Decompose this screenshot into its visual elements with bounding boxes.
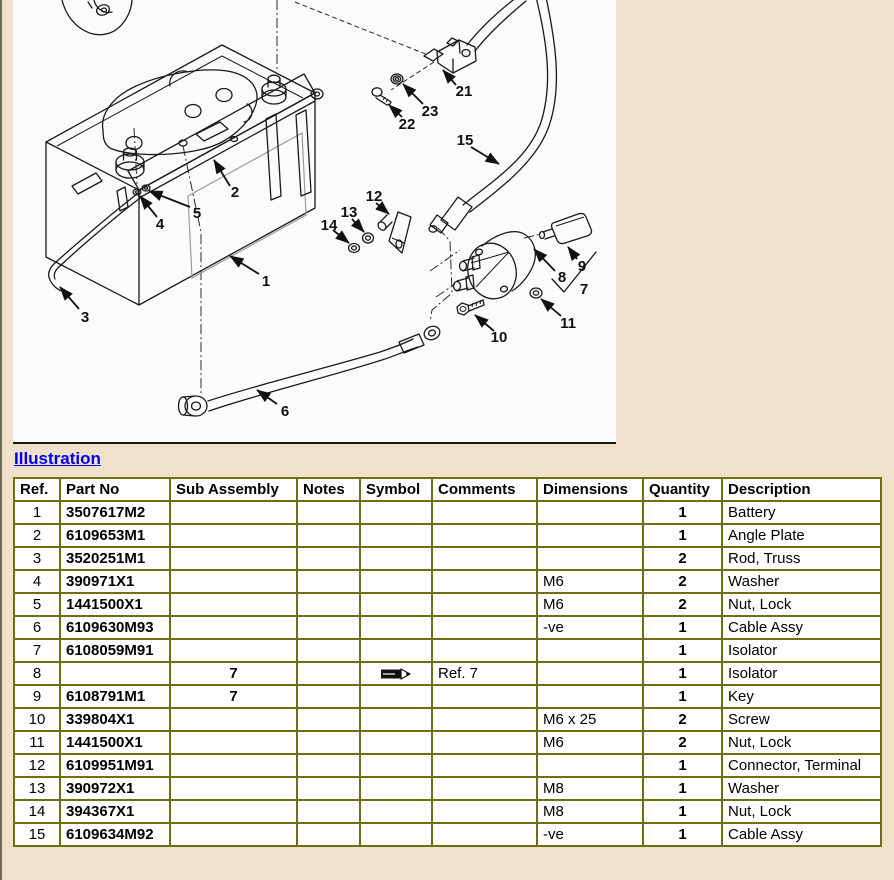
callout-9: 9 [577,258,587,275]
technical-diagram [13,0,616,442]
cell-quantity: 1 [643,616,722,639]
parts-table [13,477,882,847]
cell-notes [297,823,360,846]
cell-ref: 11 [14,731,60,754]
cell-quantity: 2 [643,708,722,731]
cell-notes [297,662,360,685]
callout-2: 2 [230,184,240,201]
cell-part-no: 3520251M1 [60,547,170,570]
cell-sub-assembly [170,800,297,823]
page-left-border [0,0,2,880]
cell-quantity: 1 [643,501,722,524]
table-row [14,708,881,731]
table-row [14,754,881,777]
cell-quantity: 1 [643,754,722,777]
table-row [14,547,881,570]
callout-7: 7 [579,281,589,298]
cell-ref: 9 [14,685,60,708]
cell-comments [432,524,537,547]
cell-ref: 4 [14,570,60,593]
cell-dimensions: -ve [537,823,643,846]
cell-quantity: 2 [643,570,722,593]
callout-11: 11 [560,315,576,332]
cell-symbol [360,662,432,685]
callout-1: 1 [261,273,271,290]
nut-14-drawing [349,244,360,253]
cell-ref: 15 [14,823,60,846]
cell-quantity: 1 [643,685,722,708]
cell-notes [297,616,360,639]
cable-15-drawing [429,0,556,233]
cell-dimensions: M6 [537,731,643,754]
cell-ref: 7 [14,639,60,662]
cell-symbol [360,616,432,639]
header-part-no: Part No [60,478,170,501]
header-description: Description [722,478,881,501]
cell-description: Screw [722,708,881,731]
cell-symbol [360,731,432,754]
key-drawing [540,213,592,243]
cell-notes [297,524,360,547]
table-row [14,639,881,662]
cell-symbol [360,501,432,524]
cell-comments [432,708,537,731]
cell-part-no: 6108791M1 [60,685,170,708]
cell-description: Isolator [722,639,881,662]
cell-ref: 3 [14,547,60,570]
cell-comments [432,800,537,823]
cell-notes [297,708,360,731]
callout-labels [81,83,588,420]
cell-ref: 8 [14,662,60,685]
cell-quantity: 1 [643,662,722,685]
cell-part-no: 394367X1 [60,800,170,823]
cell-sub-assembly [170,823,297,846]
cell-symbol [360,570,432,593]
cell-ref: 6 [14,616,60,639]
cell-comments: Ref. 7 [432,662,537,685]
cell-symbol [360,708,432,731]
cell-comments [432,616,537,639]
cable-6-drawing [179,324,442,416]
cell-notes [297,501,360,524]
cell-ref: 14 [14,800,60,823]
cell-dimensions [537,685,643,708]
cell-description: Angle Plate [722,524,881,547]
callout-23: 23 [421,103,439,120]
cell-notes [297,731,360,754]
cell-dimensions [537,754,643,777]
callout-14: 14 [320,217,338,234]
cell-comments [432,777,537,800]
callout-6: 6 [280,403,290,420]
cell-ref: 5 [14,593,60,616]
cell-notes [297,593,360,616]
header-notes: Notes [297,478,360,501]
cell-quantity: 1 [643,777,722,800]
cell-part-no: 6109634M92 [60,823,170,846]
cell-description: Cable Assy [722,823,881,846]
callout-3: 3 [80,309,90,326]
cell-symbol [360,823,432,846]
cell-part-no: 6108059M91 [60,639,170,662]
cell-sub-assembly [170,547,297,570]
cell-dimensions [537,547,643,570]
isolator-drawing [454,232,536,304]
cell-sub-assembly [170,501,297,524]
table-row [14,685,881,708]
cell-quantity: 2 [643,547,722,570]
cell-sub-assembly [170,777,297,800]
cell-quantity: 1 [643,639,722,662]
cell-ref: 10 [14,708,60,731]
cell-part-no: 6109653M1 [60,524,170,547]
cell-dimensions: M6 x 25 [537,708,643,731]
screw-10-drawing [457,300,484,315]
truss-rod-drawing [49,194,140,291]
cell-dimensions [537,639,643,662]
cell-comments [432,501,537,524]
table-row [14,501,881,524]
header-dimensions: Dimensions [537,478,643,501]
cell-part-no: 390972X1 [60,777,170,800]
callout-8: 8 [557,269,567,286]
pencil-symbol-icon [381,668,411,680]
cell-part-no: 1441500X1 [60,593,170,616]
table-row [14,777,881,800]
cell-comments [432,639,537,662]
cell-symbol [360,639,432,662]
cell-part-no [60,662,170,685]
cell-comments [432,823,537,846]
table-row [14,616,881,639]
cell-comments [432,593,537,616]
cell-quantity: 1 [643,524,722,547]
table-row [14,593,881,616]
cell-dimensions: M8 [537,800,643,823]
cell-quantity: 2 [643,731,722,754]
cell-dimensions [537,524,643,547]
cell-description: Nut, Lock [722,800,881,823]
cell-description: Nut, Lock [722,731,881,754]
cell-notes [297,800,360,823]
cell-notes [297,777,360,800]
table-row [14,524,881,547]
cell-symbol [360,547,432,570]
cell-description: Washer [722,777,881,800]
callout-13: 13 [340,204,358,221]
callout-12: 12 [365,188,383,205]
cell-sub-assembly [170,708,297,731]
cell-part-no: 3507617M2 [60,501,170,524]
cell-sub-assembly [170,593,297,616]
table-row [14,570,881,593]
cell-quantity: 2 [643,593,722,616]
cell-comments [432,731,537,754]
cell-sub-assembly [170,754,297,777]
cell-sub-assembly [170,570,297,593]
callout-22: 22 [398,116,416,133]
table-row [14,823,881,846]
table-row [14,800,881,823]
callout-5: 5 [192,205,202,222]
cell-sub-assembly [170,524,297,547]
cell-symbol [360,800,432,823]
cell-quantity: 1 [643,800,722,823]
cell-notes [297,685,360,708]
header-sub-assembly: Sub Assembly [170,478,297,501]
cell-sub-assembly [170,616,297,639]
header-comments: Comments [432,478,537,501]
screw-22-drawing [372,88,391,105]
cell-ref: 13 [14,777,60,800]
connector-terminal-drawing [376,212,411,253]
cell-notes [297,570,360,593]
cell-notes [297,754,360,777]
cell-comments [432,547,537,570]
cell-part-no: 390971X1 [60,570,170,593]
cell-comments [432,685,537,708]
cell-symbol [360,777,432,800]
callout-21: 21 [455,83,473,100]
cell-symbol [360,593,432,616]
illustration-link[interactable]: Illustration [14,449,101,468]
cell-dimensions: M6 [537,593,643,616]
cell-dimensions [537,501,643,524]
cell-symbol [360,524,432,547]
cell-sub-assembly [170,731,297,754]
cell-description: Nut, Lock [722,593,881,616]
cell-part-no: 339804X1 [60,708,170,731]
cell-dimensions: M8 [537,777,643,800]
cell-part-no: 1441500X1 [60,731,170,754]
cell-ref: 12 [14,754,60,777]
cell-dimensions: M6 [537,570,643,593]
cell-dimensions [537,662,643,685]
cell-symbol [360,685,432,708]
washer-23-drawing [391,74,403,84]
callout-15: 15 [456,132,474,149]
cell-ref: 1 [14,501,60,524]
cell-comments [432,754,537,777]
cell-sub-assembly: 7 [170,685,297,708]
cell-notes [297,639,360,662]
cell-description: Battery [722,501,881,524]
cell-symbol [360,754,432,777]
header-quantity: Quantity [643,478,722,501]
callout-4: 4 [155,216,165,233]
cell-description: Rod, Truss [722,547,881,570]
cell-description: Washer [722,570,881,593]
washer-13-drawing [363,233,374,243]
nut-11-drawing [530,288,542,298]
cell-part-no: 6109630M93 [60,616,170,639]
cell-description: Cable Assy [722,616,881,639]
illustration-panel [13,0,616,444]
cell-dimensions: -ve [537,616,643,639]
cell-part-no: 6109951M91 [60,754,170,777]
header-ref: Ref. [14,478,60,501]
cell-sub-assembly [170,639,297,662]
cell-description: Isolator [722,662,881,685]
cell-quantity: 1 [643,823,722,846]
table-header-row [14,478,881,501]
table-row [14,731,881,754]
callout-10: 10 [490,329,508,346]
cell-comments [432,570,537,593]
table-row [14,662,881,685]
header-symbol: Symbol [360,478,432,501]
cell-sub-assembly: 7 [170,662,297,685]
cell-description: Connector, Terminal [722,754,881,777]
cell-notes [297,547,360,570]
cutoff-component [62,0,132,35]
cell-ref: 2 [14,524,60,547]
callout-arrows [60,70,577,404]
cell-description: Key [722,685,881,708]
